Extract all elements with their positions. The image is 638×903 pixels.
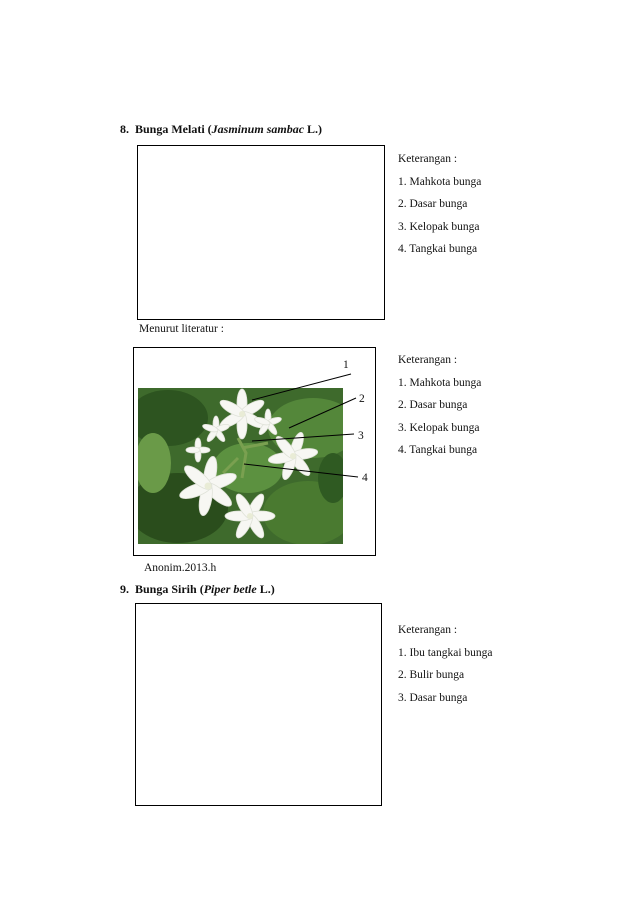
legend-jasmine-observation xyxy=(398,151,481,264)
section-8-number: 8. xyxy=(120,122,129,136)
legend-item: 4. Tangkai bunga xyxy=(398,243,478,255)
literature-figure-box xyxy=(133,347,376,556)
section-9-title-latin: Piper betle xyxy=(203,582,257,596)
legend-header: Keterangan : xyxy=(398,624,458,636)
section-8-title-latin: Jasminum sambac xyxy=(211,122,305,136)
legend-item: 1. Mahkota bunga xyxy=(398,376,482,389)
figure-number-2: 2 xyxy=(359,393,365,405)
section-9-title-prefix: Bunga Sirih ( xyxy=(135,582,204,596)
section-9-heading xyxy=(120,582,275,597)
figure-source: Anonim.2013.h xyxy=(144,562,217,574)
legend-item: 4. Tangkai bunga xyxy=(398,444,478,456)
figure-number-1: 1 xyxy=(343,359,349,371)
legend-item: 3. Kelopak bunga xyxy=(398,421,480,434)
legend-item: 1. Ibu tangkai bunga xyxy=(398,646,493,659)
observation-image-box-betel xyxy=(135,603,382,806)
observation-image-box-jasmine xyxy=(137,145,385,320)
section-9-title-suffix: L.) xyxy=(256,582,275,596)
legend-item: 3. Dasar bunga xyxy=(398,691,468,704)
figure-number-3: 3 xyxy=(358,430,364,442)
section-8-title-prefix: Bunga Melati ( xyxy=(135,122,212,136)
section-9-number: 9. xyxy=(120,582,129,596)
legend-header: Keterangan : xyxy=(398,153,458,165)
legend-item: 2. Dasar bunga xyxy=(398,198,468,210)
section-8-title-suffix: L.) xyxy=(304,122,323,136)
label-pointer-lines xyxy=(134,348,375,555)
legend-item: 2. Dasar bunga xyxy=(398,399,468,411)
legend-item: 3. Kelopak bunga xyxy=(398,220,480,233)
legend-betel xyxy=(398,622,493,712)
legend-jasmine-literature xyxy=(398,352,481,465)
figure-number-4: 4 xyxy=(362,472,368,484)
section-8-heading xyxy=(120,122,322,137)
legend-item: 2. Bulir bunga xyxy=(398,669,465,681)
legend-header: Keterangan : xyxy=(398,354,458,366)
literature-label: Menurut literatur : xyxy=(139,323,224,335)
legend-item: 1. Mahkota bunga xyxy=(398,175,482,188)
